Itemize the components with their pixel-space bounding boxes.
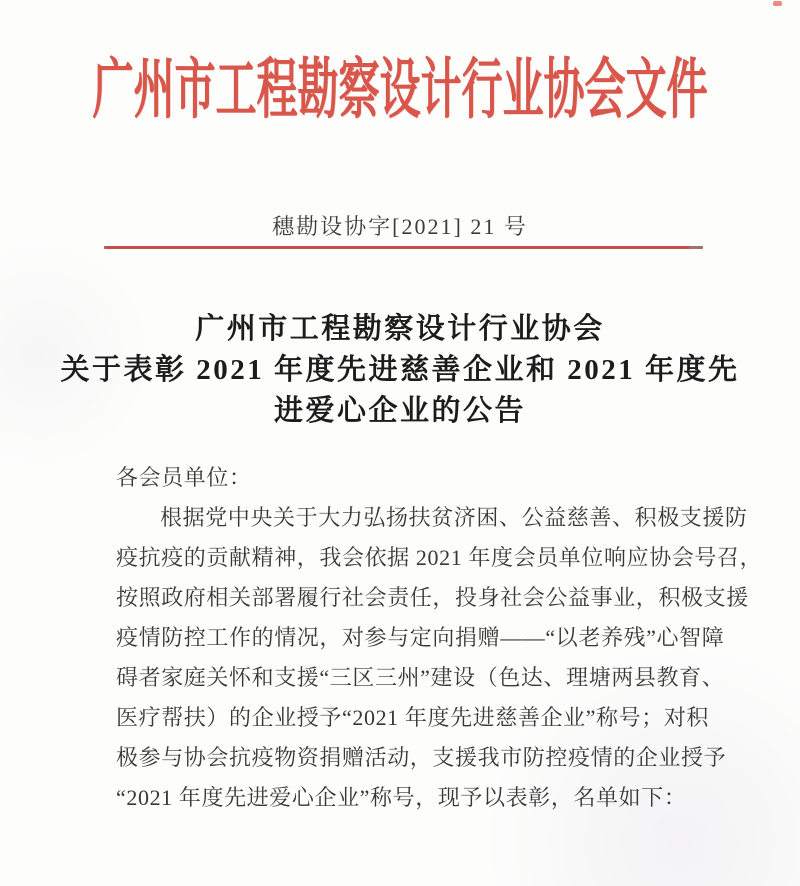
notice-title-line-1: 广州市工程勘察设计行业协会 bbox=[195, 313, 605, 345]
body-line: 按照政府相关部署履行社会责任，投身社会公益事业，积极支援 bbox=[116, 585, 749, 610]
body-line: 极参与协会抗疫物资捐赠活动，支援我市防控疫情的企业授予 bbox=[116, 745, 727, 770]
body-line: 疫抗疫的贡献精神，我会依据 2021 年度会员单位响应协会号召， bbox=[116, 545, 763, 570]
letterhead-title: 广州市工程勘察设计行业协会文件 bbox=[92, 52, 708, 126]
body-line: 疫情防控工作的情况，对参与定向捐赠——“以老养残”心智障 bbox=[116, 625, 725, 650]
salutation: 各会员单位： bbox=[116, 465, 252, 490]
rule-end-artifact bbox=[689, 246, 703, 249]
doc-number: 穗勘设协字[2021] 21 号 bbox=[272, 214, 528, 239]
red-divider-rule bbox=[104, 246, 703, 249]
body-line: 医疗帮扶）的企业授予“2021 年度先进慈善企业”称号；对积 bbox=[116, 705, 710, 730]
notice-body bbox=[116, 458, 763, 818]
notice-title-line-3: 进爱心企业的公告 bbox=[273, 395, 526, 427]
body-line: “2021 年度先进爱心企业”称号，现予以表彰，名单如下： bbox=[116, 785, 687, 810]
body-line: 碍者家庭关怀和支援“三区三州”建设（色达、理塘两县教育、 bbox=[116, 665, 725, 690]
notice-title bbox=[0, 309, 800, 432]
letterhead-banner bbox=[0, 52, 800, 126]
body-line: 根据党中央关于大力弘扬扶贫济困、公益慈善、积极支援防 bbox=[160, 505, 748, 530]
scan-artifact-speck bbox=[773, 1, 782, 6]
notice-title-line-2: 关于表彰 2021 年度先进慈善企业和 2021 年度先 bbox=[60, 354, 740, 386]
